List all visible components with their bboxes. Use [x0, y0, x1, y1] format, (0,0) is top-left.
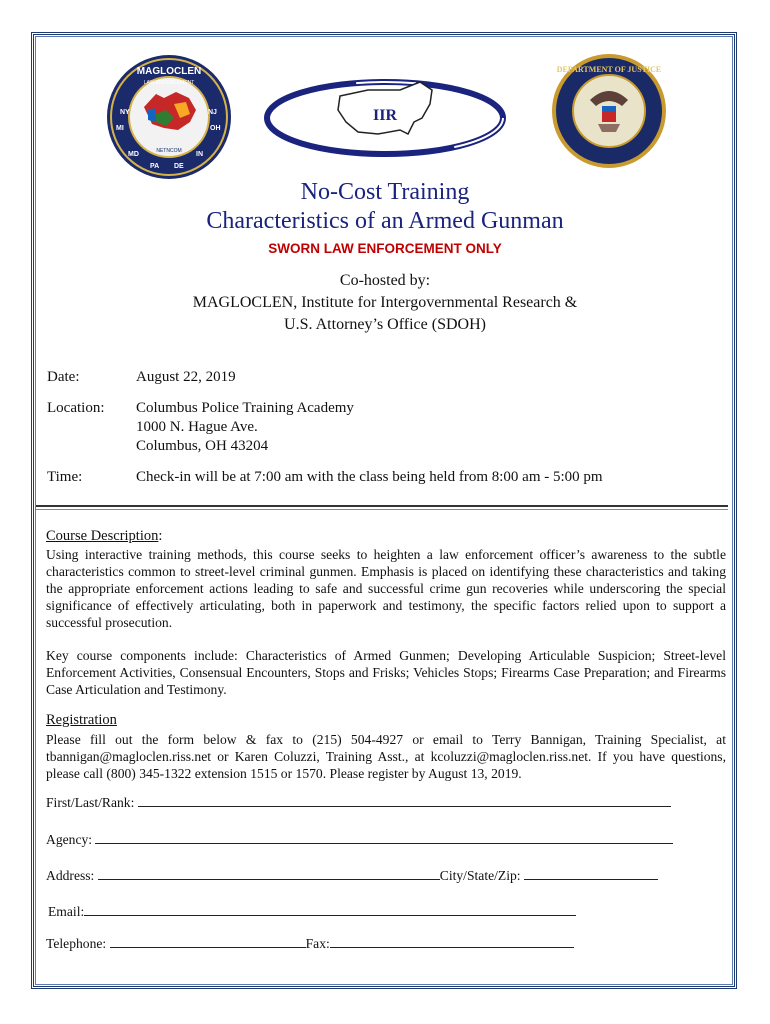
agency-label: Agency: — [46, 832, 93, 847]
date-value: August 22, 2019 — [136, 369, 236, 385]
email-label: Email: — [48, 904, 85, 919]
form-row-agency — [46, 832, 673, 848]
form-row-telephone — [46, 936, 574, 952]
svg-text:MD: MD — [128, 151, 139, 158]
svg-text:OH: OH — [210, 125, 221, 132]
agency-field[interactable] — [95, 832, 673, 844]
address-field[interactable] — [98, 868, 440, 880]
date-label: Date: — [47, 369, 80, 385]
email-field[interactable] — [84, 904, 576, 916]
iir-logo — [260, 60, 510, 170]
telephone-field[interactable] — [110, 936, 306, 948]
location-line-1: Columbus Police Training Academy — [136, 400, 354, 416]
section-divider — [36, 505, 728, 510]
magloclen-seal-logo — [104, 52, 234, 182]
course-description-heading — [46, 528, 162, 545]
cohost-heading: Co-hosted by: — [339, 272, 431, 289]
address-label: Address: — [46, 868, 95, 883]
name-label: First/Last/Rank: — [46, 795, 135, 810]
fax-field[interactable] — [330, 936, 574, 948]
name-field[interactable] — [138, 795, 671, 807]
sworn-notice: SWORN LAW ENFORCEMENT ONLY — [268, 241, 502, 256]
course-description-heading-text: Course Description — [46, 528, 159, 544]
registration-heading: Registration — [46, 712, 117, 728]
title-course-name: Characteristics of an Armed Gunman — [206, 208, 564, 234]
svg-text:MAGLOCLEN: MAGLOCLEN — [136, 66, 202, 77]
course-description-colon: : — [158, 528, 163, 544]
time-value: Check-in will be at 7:00 am with the class being held from 8:00 am - 5:00 pm — [136, 469, 603, 485]
svg-text:DE: DE — [174, 163, 184, 170]
doj-seal-logo — [550, 52, 668, 170]
location-label: Location: — [47, 400, 105, 416]
cohost-line-1: MAGLOCLEN, Institute for Intergovernmental Research & — [192, 294, 578, 311]
city-state-zip-field[interactable] — [524, 868, 658, 880]
fax-label: Fax: — [305, 936, 330, 951]
svg-text:LAW ENFORCEMENT: LAW ENFORCEMENT — [143, 80, 195, 86]
svg-text:NJ: NJ — [208, 109, 217, 116]
svg-text:IN: IN — [196, 151, 203, 158]
svg-text:IIR: IIR — [372, 107, 398, 124]
svg-text:MI: MI — [116, 125, 124, 132]
location-line-2: 1000 N. Hague Ave. — [136, 419, 258, 435]
title-no-cost-training: No-Cost Training — [300, 179, 470, 205]
telephone-label: Telephone: — [46, 936, 107, 951]
svg-text:DEPARTMENT OF JUSTICE: DEPARTMENT OF JUSTICE — [556, 65, 662, 74]
city-label: City/State/Zip: — [439, 868, 521, 883]
cohost-line-2: U.S. Attorney’s Office (SDOH) — [284, 316, 486, 333]
course-description-paragraph: Using interactive training methods, this course seeks to heighten a law enforcement officer’s awareness to the subtle characteristics common to street-level criminal gunmen. Emphasis is placed on identifying these characteristics and taking the appropriate enforcement actions leading to safe and successful crime gun recoveries while underscoring the special significance of effectively articulating, both in paperwork and testimony, the specific factors relied upon to support a successful prosecution. — [46, 547, 726, 630]
svg-text:PA: PA — [150, 163, 160, 170]
registration-paragraph: Please fill out the form below & fax to (215) 504-4927 or email to Terry Bannigan, Training Specialist, at tbannigan@magloclen.riss.net or Karen Coluzzi, Training Asst., at kcoluzzi@magloclen.riss.net. If you have questions, please call (800) 345-1322 extension 1515 or 1570. Please register by August 13, 2019. — [46, 732, 726, 781]
form-row-email — [48, 904, 576, 920]
form-row-address — [46, 868, 658, 884]
location-line-3: Columbus, OH 43204 — [136, 438, 269, 454]
key-components-paragraph: Key course components include: Characteristics of Armed Gunmen; Developing Articulable Suspicion; Street-level Enforcement Activities, Consensual Encounters, Stops and Frisks; Vehicles Stops; Firearms Case Preparation; and Firearms Case Articulation and Testimony. — [46, 648, 726, 697]
form-row-name — [46, 795, 671, 811]
time-label: Time: — [47, 469, 83, 485]
svg-text:NY: NY — [120, 109, 130, 116]
svg-text:NETNCOM: NETNCOM — [156, 148, 182, 154]
